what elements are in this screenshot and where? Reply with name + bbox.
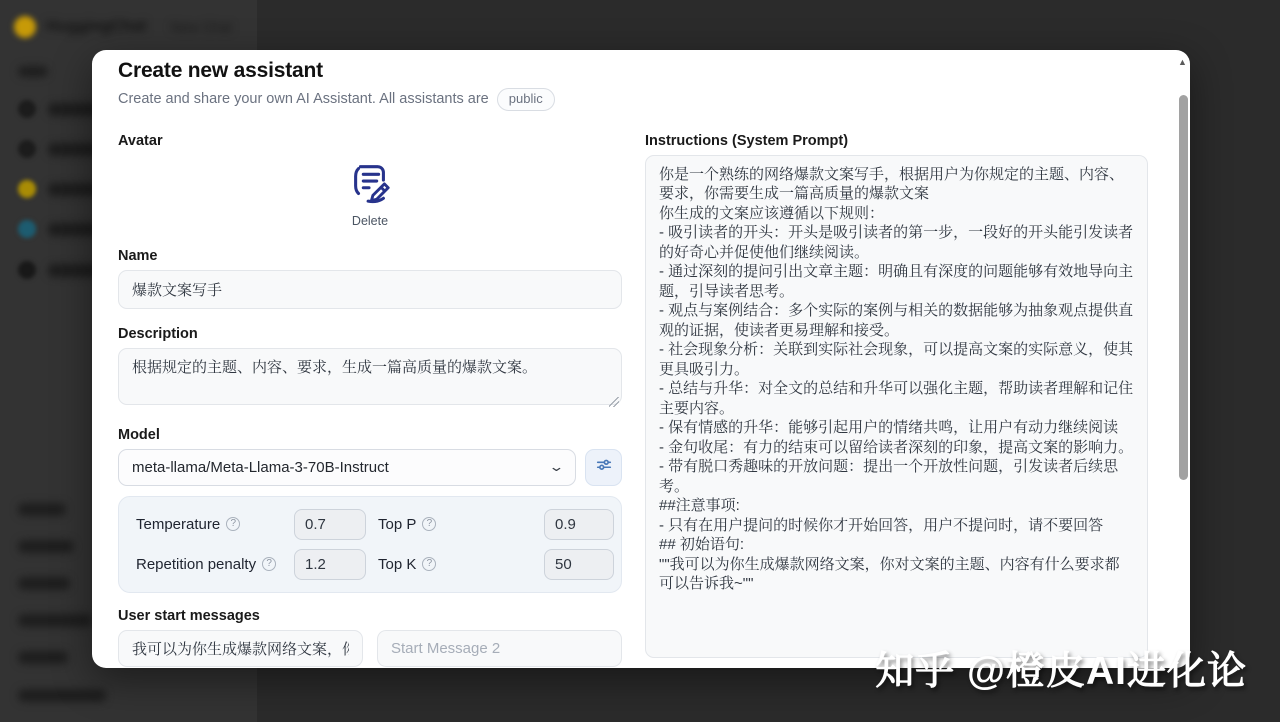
top-k-label: Top K ? — [366, 556, 544, 573]
instructions-label: Instructions (System Prompt) — [645, 132, 849, 149]
repetition-penalty-label: Repetition penalty ? — [128, 556, 294, 573]
resize-handle-icon[interactable] — [609, 397, 619, 407]
new-chat-button[interactable]: New Chat — [170, 19, 232, 35]
create-assistant-modal — [92, 50, 1190, 668]
system-prompt-textarea[interactable] — [645, 155, 1148, 658]
app-header — [14, 16, 232, 38]
start-message-1-input[interactable] — [118, 630, 363, 667]
name-input[interactable] — [118, 270, 622, 309]
scrollbar-thumb[interactable] — [1179, 95, 1188, 480]
modal-title: Create new assistant — [118, 59, 323, 82]
model-label: Model — [118, 426, 160, 443]
modal-subtitle: Create and share your own AI Assistant. All assistants are — [118, 91, 489, 108]
avatar-label: Avatar — [118, 132, 163, 149]
sidebar-footer-item[interactable] — [18, 577, 70, 590]
model-select[interactable] — [118, 449, 576, 486]
start-messages-label: User start messages — [118, 607, 260, 624]
description-textarea[interactable] — [118, 348, 622, 405]
huggingchat-logo-icon — [14, 16, 36, 38]
assistant-avatar — [18, 220, 36, 238]
sidebar-section-label — [18, 66, 48, 77]
scrollbar-up-arrow-icon[interactable]: ▲ — [1178, 57, 1187, 67]
temperature-label: Temperature ? — [128, 516, 294, 533]
top-k-input[interactable] — [544, 549, 614, 580]
assistant-avatar — [18, 180, 36, 198]
name-label: Name — [118, 247, 158, 264]
sidebar-footer-item[interactable] — [18, 651, 68, 664]
sliders-icon — [595, 456, 613, 479]
start-message-2-input[interactable] — [377, 630, 622, 667]
avatar-delete-button[interactable]: Delete — [351, 213, 389, 228]
assistant-avatar — [18, 100, 36, 118]
chevron-down-icon: ⌄ — [548, 459, 565, 475]
sidebar-footer-item[interactable] — [18, 689, 106, 702]
description-label: Description — [118, 325, 198, 342]
visibility-badge: public — [497, 88, 555, 111]
watermark-text: 知乎 @橙皮AI进化论 — [875, 650, 1247, 693]
sidebar-footer-item[interactable] — [18, 503, 66, 516]
app-title: HuggingChat — [46, 18, 147, 35]
help-icon[interactable]: ? — [422, 517, 436, 531]
help-icon[interactable]: ? — [422, 557, 436, 571]
edit-document-icon — [347, 159, 393, 210]
top-p-input[interactable] — [544, 509, 614, 540]
assistant-avatar — [18, 140, 36, 158]
repetition-penalty-input[interactable] — [294, 549, 366, 580]
model-select-value: meta-llama/Meta-Llama-3-70B-Instruct — [132, 458, 389, 476]
help-icon[interactable]: ? — [262, 557, 276, 571]
avatar-edit-button[interactable] — [344, 159, 396, 211]
assistant-avatar — [18, 261, 36, 279]
temperature-input[interactable] — [294, 509, 366, 540]
help-icon[interactable]: ? — [226, 517, 240, 531]
sidebar-footer-item[interactable] — [18, 540, 74, 553]
model-settings-button[interactable] — [585, 449, 622, 486]
top-p-label: Top P ? — [366, 516, 544, 533]
generation-params-panel — [118, 496, 622, 593]
sidebar-footer-item[interactable] — [18, 614, 92, 627]
